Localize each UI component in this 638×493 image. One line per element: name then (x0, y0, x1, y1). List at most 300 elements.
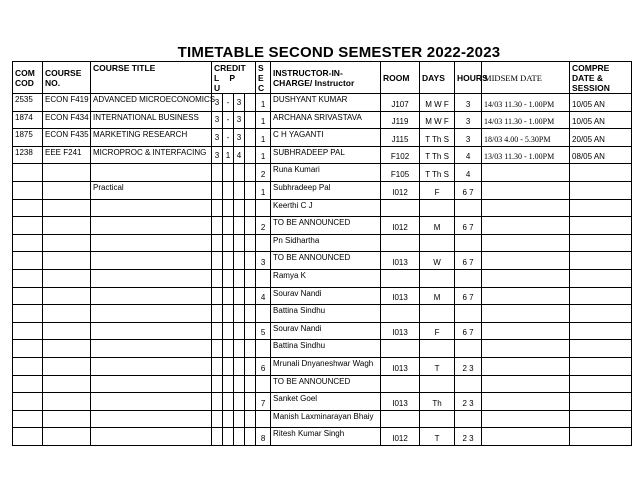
cell-sec: 1 (256, 94, 271, 112)
table-row (13, 146, 632, 164)
cell-days: T (420, 357, 455, 375)
header-course-title: COURSE TITLE (91, 62, 212, 94)
table-row (13, 94, 632, 112)
cell-credit-p (223, 199, 234, 217)
cell-room (381, 375, 420, 393)
cell-hours (455, 234, 482, 252)
cell-credit-u (234, 340, 245, 358)
cell-sec (256, 305, 271, 323)
cell-course-title: Practical (91, 181, 212, 199)
header-row (13, 62, 632, 94)
header-sec: S E C (256, 62, 271, 94)
cell-days: F (420, 322, 455, 340)
cell-hours: 6 7 (455, 252, 482, 270)
cell-credit-p (223, 217, 234, 235)
cell-sec: 2 (256, 217, 271, 235)
cell-credit-l: 3 (212, 111, 223, 129)
cell-instructor: Sanket Goel (271, 393, 381, 411)
cell-room: I013 (381, 252, 420, 270)
cell-hours: 3 (455, 94, 482, 112)
table-row (13, 252, 632, 270)
cell-course-title: MICROPROC & INTERFACING (91, 146, 212, 164)
cell-credit-p (223, 164, 234, 182)
cell-com-cod: 1875 (13, 129, 43, 147)
table-row (13, 234, 632, 252)
cell-credit-p (223, 340, 234, 358)
cell-credit-l (212, 287, 223, 305)
cell-course-title (91, 234, 212, 252)
cell-spacer (245, 269, 256, 287)
table-row (13, 393, 632, 411)
cell-credit-l (212, 322, 223, 340)
table-row (13, 305, 632, 323)
header-compre: COMPRE DATE & SESSION (570, 62, 632, 94)
cell-com-cod (13, 340, 43, 358)
cell-sec: 8 (256, 428, 271, 446)
cell-credit-u (234, 181, 245, 199)
cell-course-title (91, 269, 212, 287)
cell-room: J115 (381, 129, 420, 147)
cell-midsem (482, 340, 570, 358)
cell-credit-l (212, 393, 223, 411)
page-title: TIMETABLE SECOND SEMESTER 2022-2023 (177, 44, 501, 61)
cell-hours: 2 3 (455, 393, 482, 411)
cell-hours (455, 269, 482, 287)
cell-sec (256, 410, 271, 428)
cell-instructor: SUBHRADEEP PAL (271, 146, 381, 164)
cell-room: J119 (381, 111, 420, 129)
cell-credit-p (223, 428, 234, 446)
cell-com-cod (13, 428, 43, 446)
cell-compre (570, 269, 632, 287)
cell-sec: 6 (256, 357, 271, 375)
cell-days (420, 305, 455, 323)
cell-spacer (245, 252, 256, 270)
cell-credit-l: 3 (212, 146, 223, 164)
cell-days (420, 199, 455, 217)
cell-credit-u (234, 269, 245, 287)
cell-credit-p (223, 287, 234, 305)
cell-hours: 6 7 (455, 181, 482, 199)
cell-midsem (482, 375, 570, 393)
cell-compre (570, 181, 632, 199)
cell-days: M (420, 217, 455, 235)
cell-com-cod (13, 357, 43, 375)
cell-midsem (482, 269, 570, 287)
cell-compre: 08/05 AN (570, 146, 632, 164)
cell-spacer (245, 322, 256, 340)
header-days: DAYS (420, 62, 455, 94)
cell-credit-p (223, 393, 234, 411)
cell-midsem (482, 410, 570, 428)
cell-sec: 1 (256, 111, 271, 129)
cell-hours: 3 (455, 111, 482, 129)
cell-course-title: MARKETING RESEARCH (91, 129, 212, 147)
cell-instructor: TO BE ANNOUNCED (271, 252, 381, 270)
cell-hours (455, 375, 482, 393)
cell-days: F (420, 181, 455, 199)
cell-days (420, 340, 455, 358)
cell-compre (570, 252, 632, 270)
cell-instructor: TO BE ANNOUNCED (271, 375, 381, 393)
cell-spacer (245, 375, 256, 393)
cell-course-no (43, 181, 91, 199)
cell-days (420, 234, 455, 252)
cell-compre (570, 199, 632, 217)
header-credit (212, 62, 256, 94)
cell-room (381, 305, 420, 323)
cell-credit-p (223, 181, 234, 199)
cell-credit-p (223, 269, 234, 287)
cell-credit-p (223, 305, 234, 323)
cell-course-title (91, 322, 212, 340)
cell-sec: 3 (256, 252, 271, 270)
cell-credit-l (212, 217, 223, 235)
cell-com-cod (13, 287, 43, 305)
table-row (13, 287, 632, 305)
cell-days (420, 410, 455, 428)
cell-credit-u (234, 357, 245, 375)
cell-course-no (43, 199, 91, 217)
cell-com-cod (13, 181, 43, 199)
cell-credit-p: 1 (223, 146, 234, 164)
cell-midsem (482, 305, 570, 323)
table-row (13, 199, 632, 217)
cell-credit-l (212, 252, 223, 270)
cell-course-no (43, 322, 91, 340)
cell-course-no (43, 164, 91, 182)
header-com-cod: COM COD (13, 62, 43, 94)
cell-days (420, 269, 455, 287)
cell-course-no (43, 217, 91, 235)
cell-course-title (91, 357, 212, 375)
cell-spacer (245, 393, 256, 411)
cell-com-cod (13, 393, 43, 411)
cell-hours: 2 3 (455, 357, 482, 375)
cell-course-title (91, 340, 212, 358)
cell-course-no: EEE F241 (43, 146, 91, 164)
cell-room: I013 (381, 322, 420, 340)
cell-course-title (91, 217, 212, 235)
cell-credit-u (234, 217, 245, 235)
cell-spacer (245, 357, 256, 375)
cell-hours: 2 3 (455, 428, 482, 446)
cell-instructor: Subhradeep Pal (271, 181, 381, 199)
cell-course-no (43, 410, 91, 428)
cell-spacer (245, 428, 256, 446)
cell-days: M W F (420, 111, 455, 129)
cell-spacer (245, 410, 256, 428)
cell-credit-l: 3 (212, 94, 223, 112)
cell-course-no (43, 340, 91, 358)
cell-course-title (91, 375, 212, 393)
cell-credit-p (223, 357, 234, 375)
header-course-no: COURSE NO. (43, 62, 91, 94)
cell-compre (570, 340, 632, 358)
cell-spacer (245, 199, 256, 217)
cell-midsem (482, 322, 570, 340)
header-credit-sub: L P U (214, 72, 239, 93)
cell-sec (256, 340, 271, 358)
cell-instructor: Pn Sidhartha (271, 234, 381, 252)
cell-instructor: Battina Sindhu (271, 340, 381, 358)
cell-midsem: 18/03 4.00 - 5.30PM (482, 129, 570, 147)
cell-instructor: C H YAGANTI (271, 129, 381, 147)
cell-com-cod (13, 269, 43, 287)
cell-sec: 1 (256, 181, 271, 199)
cell-credit-p (223, 322, 234, 340)
cell-compre: 20/05 AN (570, 129, 632, 147)
cell-room (381, 410, 420, 428)
cell-course-title (91, 199, 212, 217)
header-hours: HOURS (455, 62, 482, 94)
cell-credit-l (212, 340, 223, 358)
cell-credit-u: 3 (234, 94, 245, 112)
cell-course-title (91, 252, 212, 270)
cell-course-no (43, 428, 91, 446)
cell-compre (570, 305, 632, 323)
table-row (13, 410, 632, 428)
cell-room (381, 234, 420, 252)
timetable (12, 61, 632, 446)
cell-days: T Th S (420, 146, 455, 164)
cell-days: W (420, 252, 455, 270)
cell-midsem (482, 199, 570, 217)
table-row (13, 269, 632, 287)
cell-midsem (482, 164, 570, 182)
cell-days: T (420, 428, 455, 446)
cell-credit-u (234, 375, 245, 393)
cell-instructor: Runa Kumari (271, 164, 381, 182)
cell-instructor: Keerthi C J (271, 199, 381, 217)
cell-hours (455, 340, 482, 358)
cell-midsem (482, 252, 570, 270)
cell-midsem (482, 287, 570, 305)
cell-credit-l (212, 305, 223, 323)
cell-days: M (420, 287, 455, 305)
cell-course-title: ADVANCED MICROECONOMICS (91, 94, 212, 112)
cell-course-title (91, 287, 212, 305)
cell-midsem: 14/03 11.30 - 1.00PM (482, 94, 570, 112)
cell-room: I013 (381, 357, 420, 375)
cell-com-cod: 1238 (13, 146, 43, 164)
cell-course-title (91, 305, 212, 323)
table-row (13, 111, 632, 129)
cell-spacer (245, 181, 256, 199)
cell-course-title: INTERNATIONAL BUSINESS (91, 111, 212, 129)
cell-compre (570, 393, 632, 411)
cell-compre (570, 164, 632, 182)
cell-spacer (245, 164, 256, 182)
cell-midsem (482, 393, 570, 411)
table-row (13, 322, 632, 340)
cell-instructor: Battina Sindhu (271, 305, 381, 323)
cell-room (381, 340, 420, 358)
cell-spacer (245, 340, 256, 358)
cell-instructor: Ramya K (271, 269, 381, 287)
cell-course-no: ECON F434 (43, 111, 91, 129)
table-row (13, 357, 632, 375)
cell-com-cod (13, 164, 43, 182)
table-row (13, 129, 632, 147)
cell-midsem (482, 217, 570, 235)
cell-days: T Th S (420, 164, 455, 182)
header-room: ROOM (381, 62, 420, 94)
cell-course-title (91, 393, 212, 411)
cell-credit-l (212, 410, 223, 428)
cell-sec: 5 (256, 322, 271, 340)
cell-spacer (245, 129, 256, 147)
cell-credit-u (234, 164, 245, 182)
cell-spacer (245, 217, 256, 235)
cell-compre (570, 287, 632, 305)
cell-room: I012 (381, 217, 420, 235)
cell-sec (256, 199, 271, 217)
cell-compre (570, 217, 632, 235)
cell-sec (256, 375, 271, 393)
cell-course-no (43, 357, 91, 375)
cell-credit-u (234, 199, 245, 217)
header-midsem: MIDSEM DATE (482, 62, 570, 94)
cell-credit-p (223, 252, 234, 270)
cell-credit-l (212, 164, 223, 182)
cell-com-cod: 2535 (13, 94, 43, 112)
cell-days: Th (420, 393, 455, 411)
cell-credit-l (212, 199, 223, 217)
cell-com-cod (13, 234, 43, 252)
cell-credit-u (234, 252, 245, 270)
cell-credit-p: - (223, 129, 234, 147)
cell-midsem (482, 234, 570, 252)
cell-days (420, 375, 455, 393)
cell-credit-u: 4 (234, 146, 245, 164)
cell-days: T Th S (420, 129, 455, 147)
cell-compre (570, 428, 632, 446)
cell-room (381, 199, 420, 217)
cell-hours: 6 7 (455, 287, 482, 305)
cell-spacer (245, 111, 256, 129)
cell-com-cod (13, 252, 43, 270)
cell-hours: 3 (455, 129, 482, 147)
cell-midsem: 14/03 11.30 - 1.00PM (482, 111, 570, 129)
cell-hours: 4 (455, 146, 482, 164)
cell-sec: 1 (256, 129, 271, 147)
cell-room (381, 269, 420, 287)
cell-course-no (43, 375, 91, 393)
cell-compre (570, 410, 632, 428)
header-credit-label: CREDIT (214, 62, 246, 73)
cell-course-no (43, 305, 91, 323)
cell-credit-p: - (223, 111, 234, 129)
cell-credit-l (212, 181, 223, 199)
cell-course-title (91, 410, 212, 428)
cell-sec: 1 (256, 146, 271, 164)
cell-credit-l (212, 234, 223, 252)
cell-hours (455, 305, 482, 323)
cell-hours: 6 7 (455, 217, 482, 235)
cell-compre (570, 234, 632, 252)
cell-instructor: Sourav Nandi (271, 287, 381, 305)
cell-credit-l: 3 (212, 129, 223, 147)
cell-midsem (482, 181, 570, 199)
cell-course-no: ECON F435 (43, 129, 91, 147)
cell-course-no: ECON F419 (43, 94, 91, 112)
cell-credit-u (234, 305, 245, 323)
cell-spacer (245, 234, 256, 252)
table-row (13, 217, 632, 235)
cell-credit-l (212, 428, 223, 446)
cell-compre (570, 375, 632, 393)
cell-compre (570, 322, 632, 340)
cell-room: J107 (381, 94, 420, 112)
cell-hours (455, 199, 482, 217)
cell-course-title (91, 164, 212, 182)
cell-credit-u (234, 410, 245, 428)
cell-room: I012 (381, 181, 420, 199)
cell-room: I013 (381, 287, 420, 305)
cell-credit-u (234, 234, 245, 252)
cell-com-cod (13, 217, 43, 235)
cell-spacer (245, 287, 256, 305)
cell-instructor: Manish Laxminarayan Bhaiy (271, 410, 381, 428)
cell-course-no (43, 252, 91, 270)
cell-compre: 10/05 AN (570, 111, 632, 129)
cell-com-cod (13, 305, 43, 323)
cell-com-cod (13, 410, 43, 428)
cell-credit-l (212, 357, 223, 375)
cell-sec (256, 269, 271, 287)
cell-com-cod: 1874 (13, 111, 43, 129)
cell-hours: 6 7 (455, 322, 482, 340)
cell-instructor: TO BE ANNOUNCED (271, 217, 381, 235)
table-row (13, 164, 632, 182)
cell-course-no (43, 393, 91, 411)
table-row (13, 340, 632, 358)
cell-hours (455, 410, 482, 428)
cell-compre: 10/05 AN (570, 94, 632, 112)
cell-midsem (482, 428, 570, 446)
cell-course-no (43, 234, 91, 252)
cell-com-cod (13, 199, 43, 217)
cell-instructor: Ritesh Kumar Singh (271, 428, 381, 446)
cell-credit-l (212, 375, 223, 393)
cell-credit-u (234, 287, 245, 305)
cell-spacer (245, 146, 256, 164)
cell-sec: 7 (256, 393, 271, 411)
cell-credit-u (234, 393, 245, 411)
cell-room: F102 (381, 146, 420, 164)
cell-course-no (43, 269, 91, 287)
cell-compre (570, 357, 632, 375)
cell-room: I013 (381, 393, 420, 411)
cell-credit-u: 3 (234, 111, 245, 129)
header-instructor: INSTRUCTOR-IN-CHARGE/ Instructor (271, 62, 381, 94)
cell-com-cod (13, 375, 43, 393)
cell-credit-p: - (223, 94, 234, 112)
cell-sec: 4 (256, 287, 271, 305)
cell-days: M W F (420, 94, 455, 112)
cell-midsem: 13/03 11.30 - 1.00PM (482, 146, 570, 164)
cell-credit-p (223, 410, 234, 428)
cell-sec: 2 (256, 164, 271, 182)
cell-com-cod (13, 322, 43, 340)
cell-instructor: ARCHANA SRIVASTAVA (271, 111, 381, 129)
cell-room: I012 (381, 428, 420, 446)
cell-credit-l (212, 269, 223, 287)
cell-course-title (91, 428, 212, 446)
table-row (13, 181, 632, 199)
cell-midsem (482, 357, 570, 375)
